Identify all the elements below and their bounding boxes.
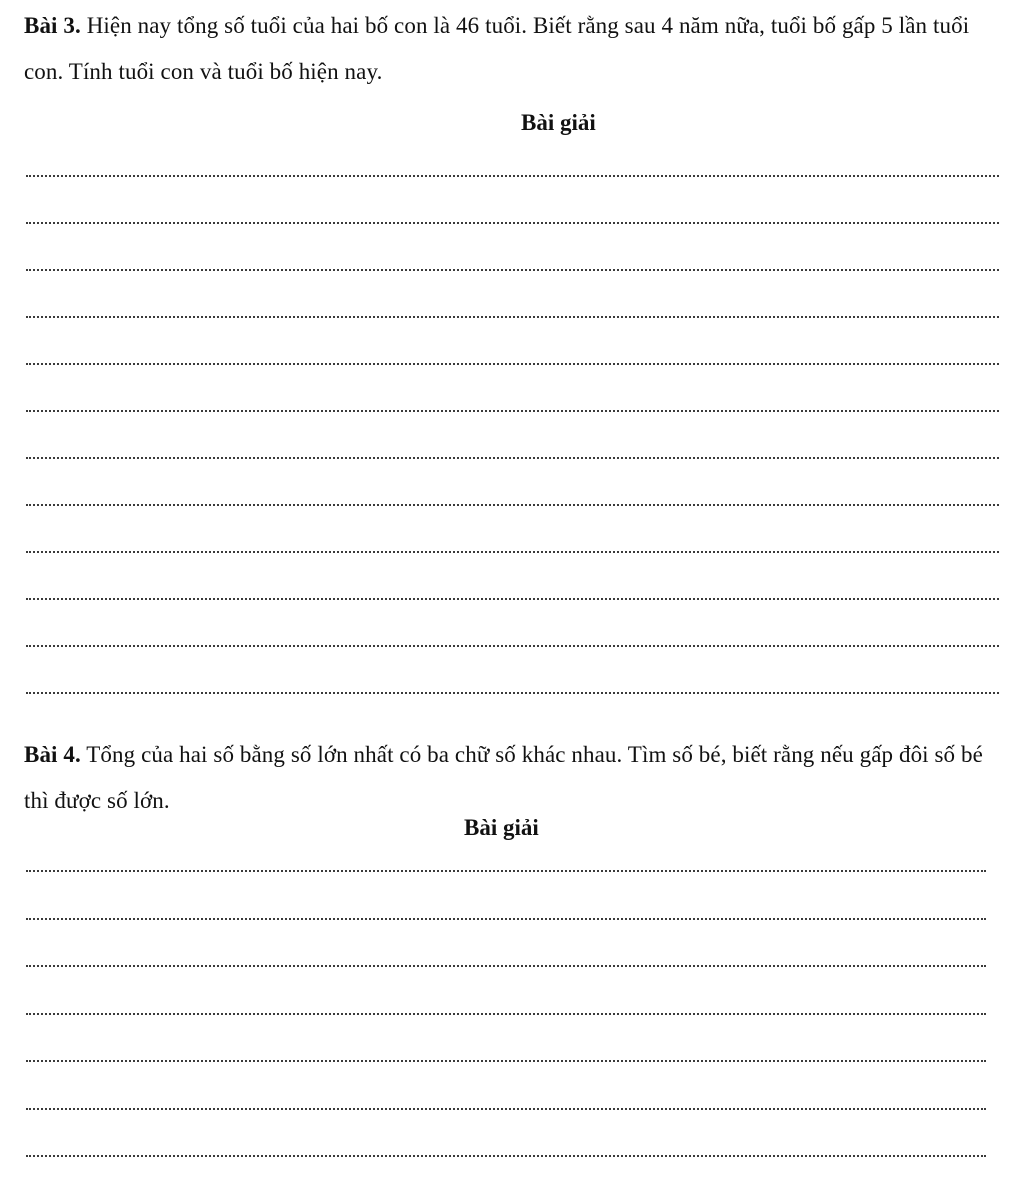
answer-line[interactable] (26, 1013, 986, 1015)
answer-line[interactable] (26, 316, 999, 318)
problem-4-answer-area[interactable] (26, 870, 986, 1203)
answer-line[interactable] (26, 363, 999, 365)
answer-line[interactable] (26, 551, 999, 553)
problem-3-answer-area[interactable] (26, 175, 999, 739)
answer-line[interactable] (26, 645, 999, 647)
answer-line[interactable] (26, 1060, 986, 1062)
answer-line[interactable] (26, 175, 999, 177)
answer-line[interactable] (26, 504, 999, 506)
answer-line[interactable] (26, 410, 999, 412)
problem-4-solution-heading: Bài giải (464, 815, 539, 840)
answer-line[interactable] (26, 918, 986, 920)
answer-line[interactable] (26, 692, 999, 694)
answer-line[interactable] (26, 222, 999, 224)
problem-4-label: Bài 4. (24, 742, 81, 767)
problem-3-text: Hiện nay tổng số tuổi của hai bố con là 46 tuổi. Biết rằng sau 4 năm nữa, tuổi bố gấp 5 lần tuổi con. Tính tuổi con và tuổi bố hiện nay. (24, 13, 970, 84)
problem-4-text: Tổng của hai số bằng số lớn nhất có ba chữ số khác nhau. Tìm số bé, biết rằng nếu gấp đôi số bé thì được số lớn. (24, 742, 983, 813)
answer-line[interactable] (26, 457, 999, 459)
answer-line[interactable] (26, 1155, 986, 1157)
answer-line[interactable] (26, 965, 986, 967)
problem-3-statement (24, 3, 1009, 95)
answer-line[interactable] (26, 598, 999, 600)
problem-3-label: Bài 3. (24, 13, 81, 38)
problem-3-solution-heading: Bài giải (521, 110, 596, 135)
answer-line[interactable] (26, 269, 999, 271)
problem-4-statement (24, 732, 1009, 824)
answer-line[interactable] (26, 1108, 986, 1110)
answer-line[interactable] (26, 870, 986, 872)
